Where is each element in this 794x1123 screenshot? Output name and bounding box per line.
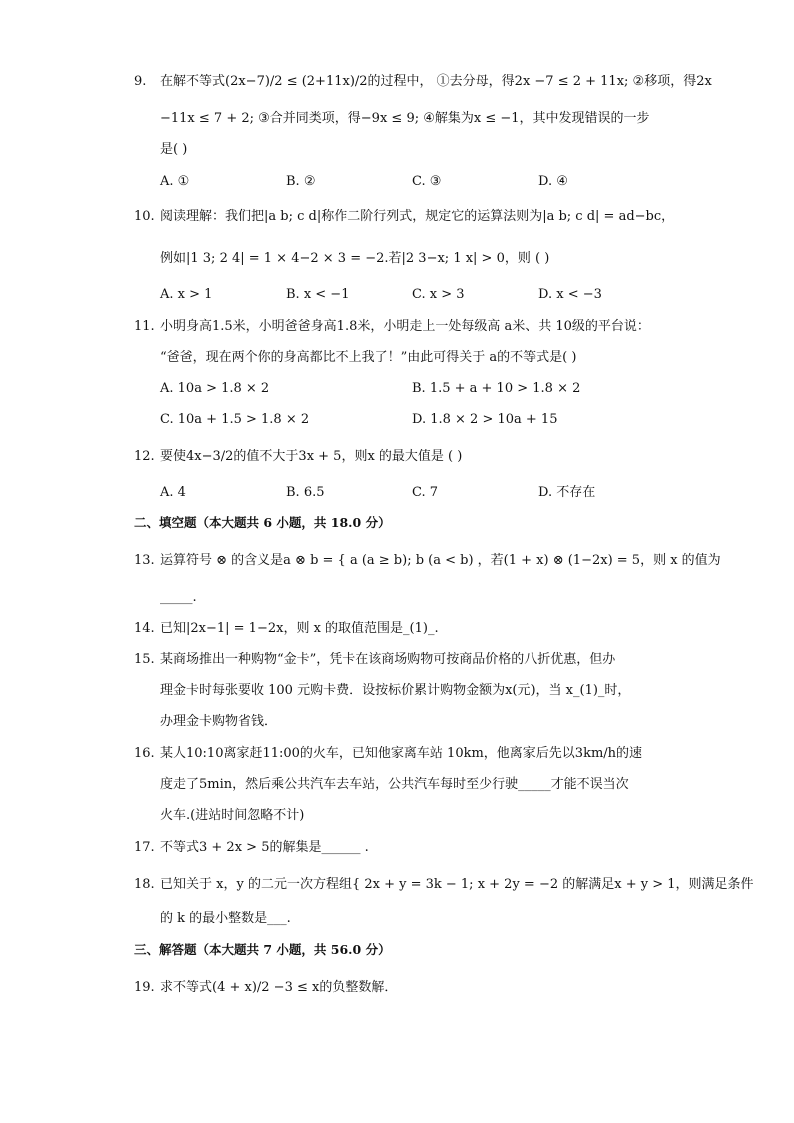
question-12-line-1: 要使4x−3/2的值不大于3x + 5，则x 的最大值是 ( ) <box>160 449 463 464</box>
option-b: B. ② <box>286 174 316 189</box>
question-number: 14. <box>134 621 155 636</box>
option-c: C. 7 <box>412 485 439 500</box>
option-d: D. x < −3 <box>538 287 602 302</box>
question-number: 16. <box>134 746 155 761</box>
question-10-line-1: 阅读理解：我们把|a b; c d|称作二阶行列式，规定它的运算法则为|a b; c d| = ad−bc， <box>160 209 675 224</box>
section-title: 二、填空题 <box>134 515 197 530</box>
question-15-line-1: 某商场推出一种购物“金卡”，凭卡在该商场购物可按商品价格的八折优惠，但办 <box>160 652 616 667</box>
option-d: D. ④ <box>538 174 568 189</box>
option-b: B. 6.5 <box>286 485 325 500</box>
option-a: A. 4 <box>160 485 186 500</box>
question-16-line-2: 度走了5min，然后乘公共汽车去车站，公共汽车每时至少行驶_____才能不误当次 <box>160 777 629 792</box>
question-number: 18. <box>134 877 155 892</box>
section-detail: （本大题共 6 小题，共 18.0 分） <box>196 515 391 530</box>
question-15-line-2: 理金卡时每张要收 100 元购卡费．设按标价累计购物金额为x(元)，当 x_(1)_时， <box>160 683 631 698</box>
question-number: 9. <box>134 74 147 89</box>
question-16-line-1: 某人10:10离家赶11:00的火车，已知他家离车站 10km，他离家后先以3km/h的速 <box>160 746 643 761</box>
question-17-line-1: 不等式3 + 2x > 5的解集是______ . <box>160 840 369 855</box>
section-detail: （本大题共 7 小题，共 56.0 分） <box>196 942 391 957</box>
question-14-line-1: 已知|2x−1| = 1−2x，则 x 的取值范围是_(1)_. <box>160 621 439 636</box>
option-b: B. 1.5 + a + 10 > 1.8 × 2 <box>412 381 581 396</box>
question-9-line-1: 在解不等式(2x−7)/2 ≤ (2+11x)/2的过程中， ①去分母，得2x −7 ≤ 2 + 11x; ②移项，得2x <box>160 74 712 89</box>
question-18-line-2: 的 k 的最小整数是___. <box>160 911 291 926</box>
section-title: 三、解答题 <box>134 942 197 957</box>
question-11-line-2: “爸爸，现在两个你的身高都比不上我了！”由此可得关于 a的不等式是( ) <box>160 350 577 365</box>
question-13-line-2: _____. <box>160 590 197 605</box>
option-c: C. ③ <box>412 174 442 189</box>
question-10-line-2: 例如|1 3; 2 4| = 1 × 4−2 × 3 = −2.若|2 3−x; 1 x| > 0，则 ( ) <box>160 251 550 266</box>
option-a: A. x > 1 <box>160 287 213 302</box>
question-18-line-1: 已知关于 x，y 的二元一次方程组{ 2x + y = 3k − 1; x + 2y = −2 的解满足x + y > 1，则满足条件 <box>160 877 754 892</box>
question-16-line-3: 火车.(进站时间忽略不计) <box>160 808 305 823</box>
option-c: C. 10a + 1.5 > 1.8 × 2 <box>160 412 310 427</box>
section-heading-fill-in <box>134 515 391 531</box>
question-number: 13. <box>134 553 155 568</box>
section-heading-answer <box>134 942 391 958</box>
question-9-line-3: 是( ) <box>160 142 188 157</box>
option-d: D. 不存在 <box>538 485 596 500</box>
question-number: 11. <box>134 319 155 334</box>
question-number: 19. <box>134 980 155 995</box>
question-13-line-1: 运算符号 ⊗ 的含义是a ⊗ b = { a (a ≥ b); b (a < b) ，若(1 + x) ⊗ (1−2x) = 5，则 x 的值为 <box>160 553 721 568</box>
option-b: B. x < −1 <box>286 287 350 302</box>
option-d: D. 1.8 × 2 > 10a + 15 <box>412 412 558 427</box>
question-19-line-1: 求不等式(4 + x)/2 −3 ≤ x的负整数解． <box>160 980 398 995</box>
question-11-line-1: 小明身高1.5米，小明爸爸身高1.8米，小明走上一处每级高 a米、共 10级的平台说： <box>160 319 650 334</box>
option-c: C. x > 3 <box>412 287 465 302</box>
question-9-line-2: −11x ≤ 7 + 2; ③合并同类项，得−9x ≤ 9; ④解集为x ≤ −1，其中发现错误的一步 <box>160 111 650 126</box>
option-a: A. ① <box>160 174 190 189</box>
question-number: 12. <box>134 449 155 464</box>
option-a: A. 10a > 1.8 × 2 <box>160 381 270 396</box>
question-number: 17. <box>134 840 155 855</box>
question-number: 10. <box>134 209 155 224</box>
question-15-line-3: 办理金卡购物省钱． <box>160 714 278 729</box>
question-number: 15. <box>134 652 155 667</box>
